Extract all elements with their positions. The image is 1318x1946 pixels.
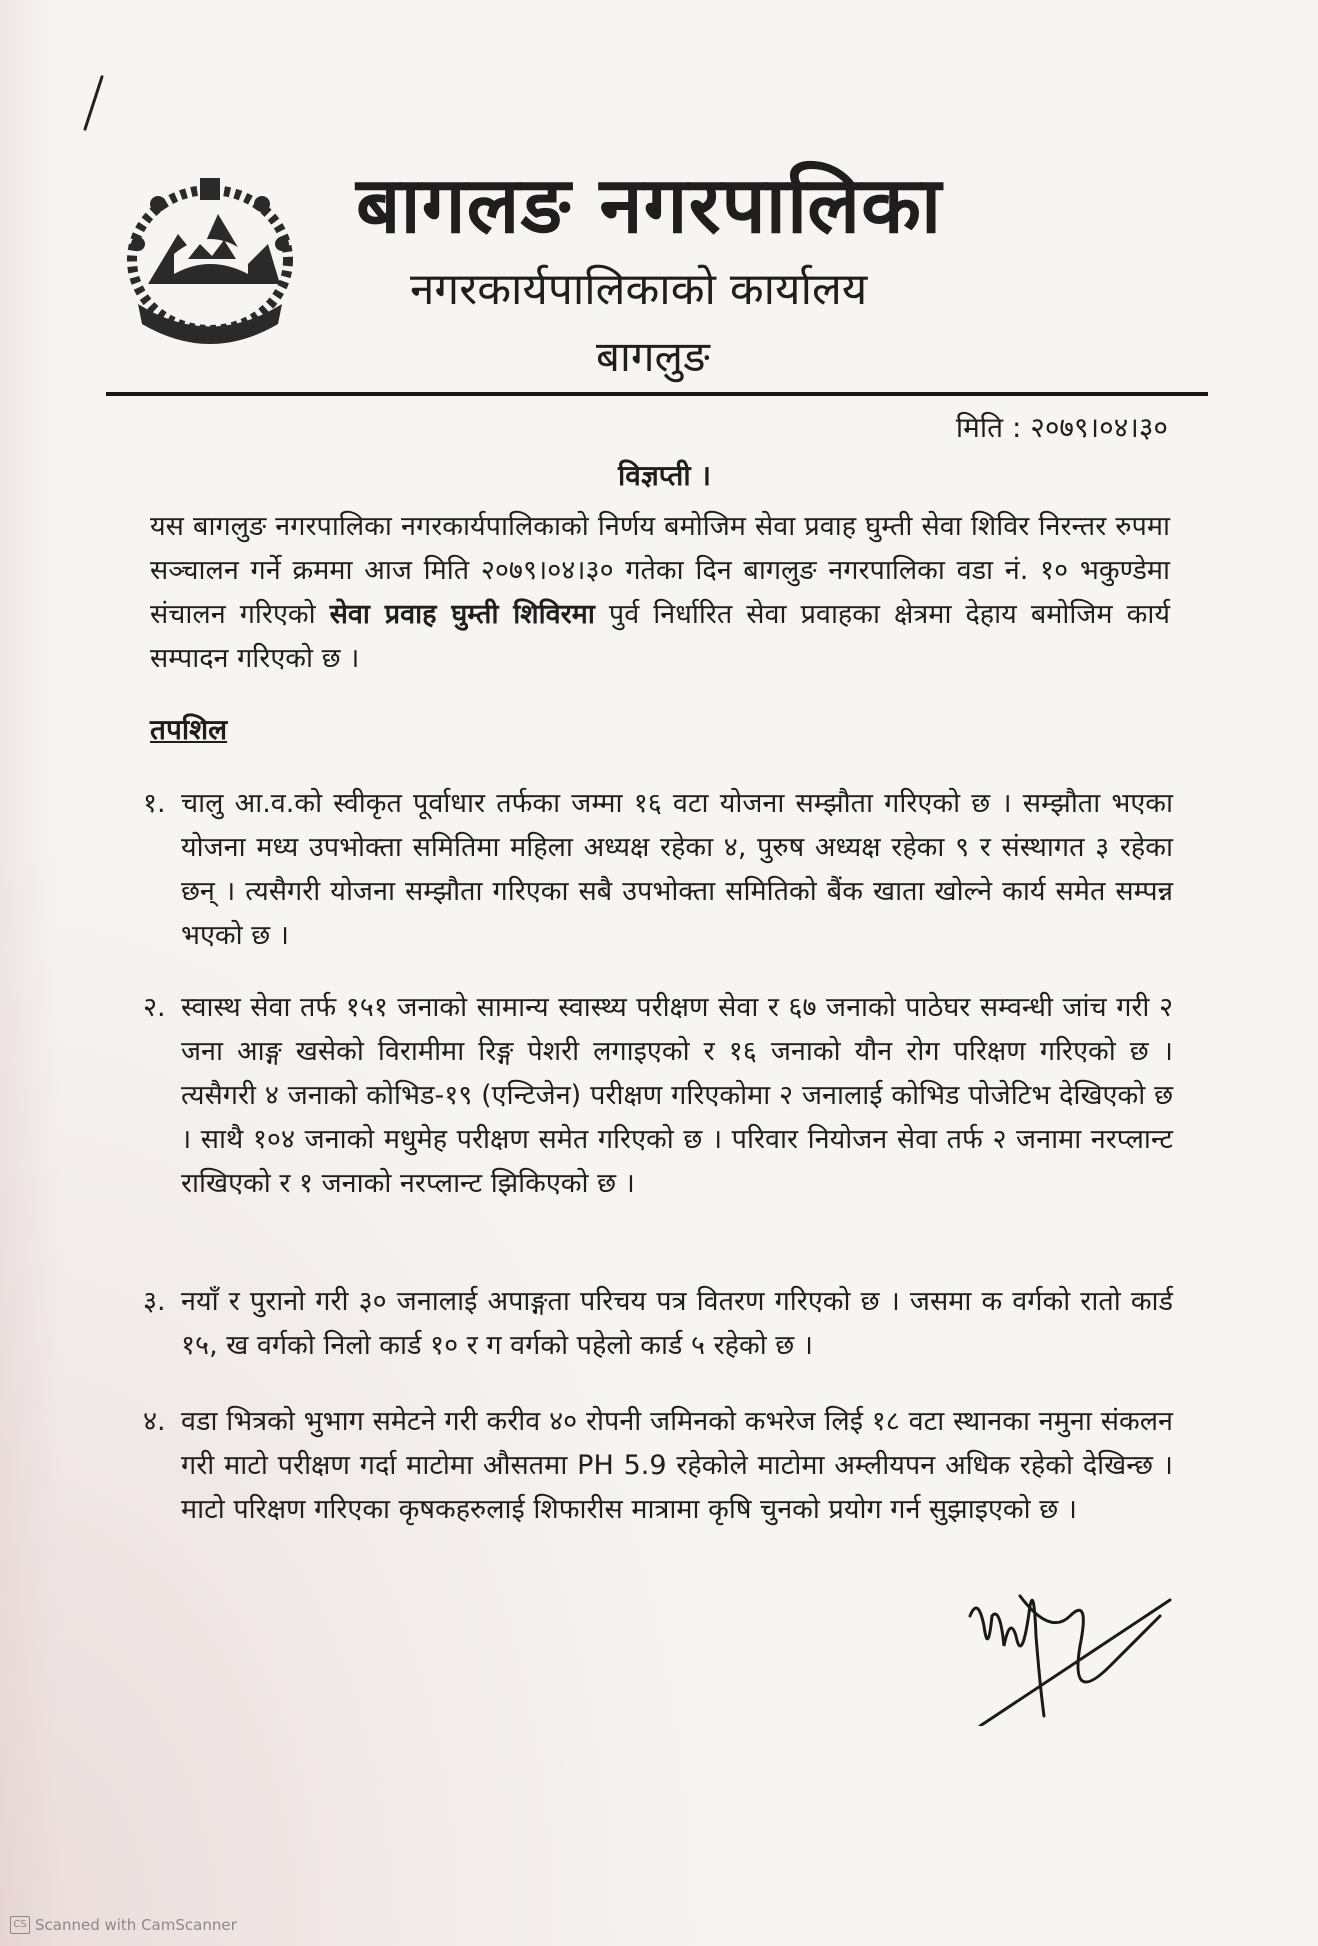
scan-watermark xyxy=(10,1916,237,1934)
intro-text-part2: पुर्व निर्धारित सेवा प्रवाहका क्षेत्रमा देहाय बमोजिम कार्य सम्पादन गरिएको छ । xyxy=(150,599,1170,674)
list-item-number: ४. xyxy=(143,1406,166,1437)
list-item-text: नयाँ र पुरानो गरी ३० जनालाई अपाङ्गता परिचय पत्र वितरण गरिएको छ । जसमा क वर्गको रातो कार्ड १५, ख वर्गको निलो कार्ड १० र ग वर्गको पहेलो कार्ड ५ रहेको छ । xyxy=(181,1286,1173,1361)
header-divider xyxy=(106,392,1208,396)
list-item-text: वडा भित्रको भुभाग समेटने गरी करीव ४० रोपनी जमिनको कभरेज लिई १८ वटा स्थानका नमुना संकलन गरी माटो परीक्षण गर्दा माटोमा औसतमा PH 5.9 रहेकोले माटोमा अम्लीयपन अधिक रहेको देखिन्छ । माटो परिक्षण गरिएका कृषकहरुलाई शिफारीस मात्रामा कृषि चुनको प्रयोग गर्न सुझाइएको छ । xyxy=(181,1406,1173,1525)
intro-text-part1: यस बागलुङ नगरपालिका नगरकार्यपालिकाको निर्णय बमोजिम सेवा प्रवाह घुम्ती सेवा शिविर निरन्तर रुपमा सञ्चालन गर्ने क्रममा आज मिति २०७९।०४।३० गतेका दिन बागलुङ नगरपालिका वडा नं. १० भकुण्डेमा संचालन गरिएको xyxy=(150,511,1170,630)
list-item-number: २. xyxy=(143,992,166,1023)
municipality-title: बागलङ नगरपालिका xyxy=(356,161,943,251)
document-date: मिति : २०७९।०४।३० xyxy=(955,411,1168,444)
nepal-government-emblem-icon xyxy=(108,164,312,348)
pen-mark xyxy=(83,75,104,131)
section-heading: तपशिल xyxy=(150,713,228,746)
camscanner-logo-icon: CS xyxy=(10,1916,30,1934)
notice-title: विज्ञप्ती । xyxy=(618,459,711,492)
list-item xyxy=(143,986,1173,1206)
list-item xyxy=(143,1280,1173,1368)
scan-watermark-text: Scanned with CamScanner xyxy=(35,1916,237,1934)
intro-paragraph xyxy=(150,505,1170,681)
list-item-number: १. xyxy=(143,788,166,819)
intro-text-bold: सेवा प्रवाह घुम्ती शिविरमा xyxy=(329,599,595,630)
handwritten-signature-icon xyxy=(960,1576,1180,1726)
list-item-number: ३. xyxy=(143,1286,166,1317)
list-item xyxy=(143,1400,1173,1532)
list-item-text: स्वास्थ सेवा तर्फ १५१ जनाको सामान्य स्वास्थ्य परीक्षण सेवा र ६७ जनाको पाठेघर सम्वन्धी जांच गरी २ जना आङ्ग खसेको विरामीमा रिङ्ग पेशरी लगाइएको र १६ जनाको यौन रोग परिक्षण गरिएको छ । त्यसैगरी ४ जनाको कोभिड-१९ (एन्टिजेन) परीक्षण गरिएकोमा २ जनालाई कोभिड पोजेटिभ देखिएको छ । साथै १०४ जनाको मधुमेह परीक्षण समेत गरिएको छ । परिवार नियोजन सेवा तर्फ २ जनामा नरप्लान्ट राखिएको र १ जनाको नरप्लान्ट झिकिएको छ । xyxy=(181,992,1173,1199)
list-item xyxy=(143,782,1173,958)
office-place: बागलुङ xyxy=(596,332,710,381)
list-item-text: चालु आ.व.को स्वीकृत पूर्वाधार तर्फका जम्मा १६ वटा योजना सम्झौता गरिएको छ । सम्झौता भएका योजना मध्य उपभोक्ता समितिमा महिला अध्यक्ष रहेका ४, पुरुष अध्यक्ष रहेका ९ र संस्थागत ३ रहेका छन् । त्यसैगरी योजना सम्झौता गरिएका सबै उपभोक्ता समितिको बैंक खाता खोल्ने कार्य समेत सम्पन्न भएको छ । xyxy=(181,788,1173,951)
office-subtitle: नगरकार्यपालिकाको कार्यालय xyxy=(410,264,868,315)
